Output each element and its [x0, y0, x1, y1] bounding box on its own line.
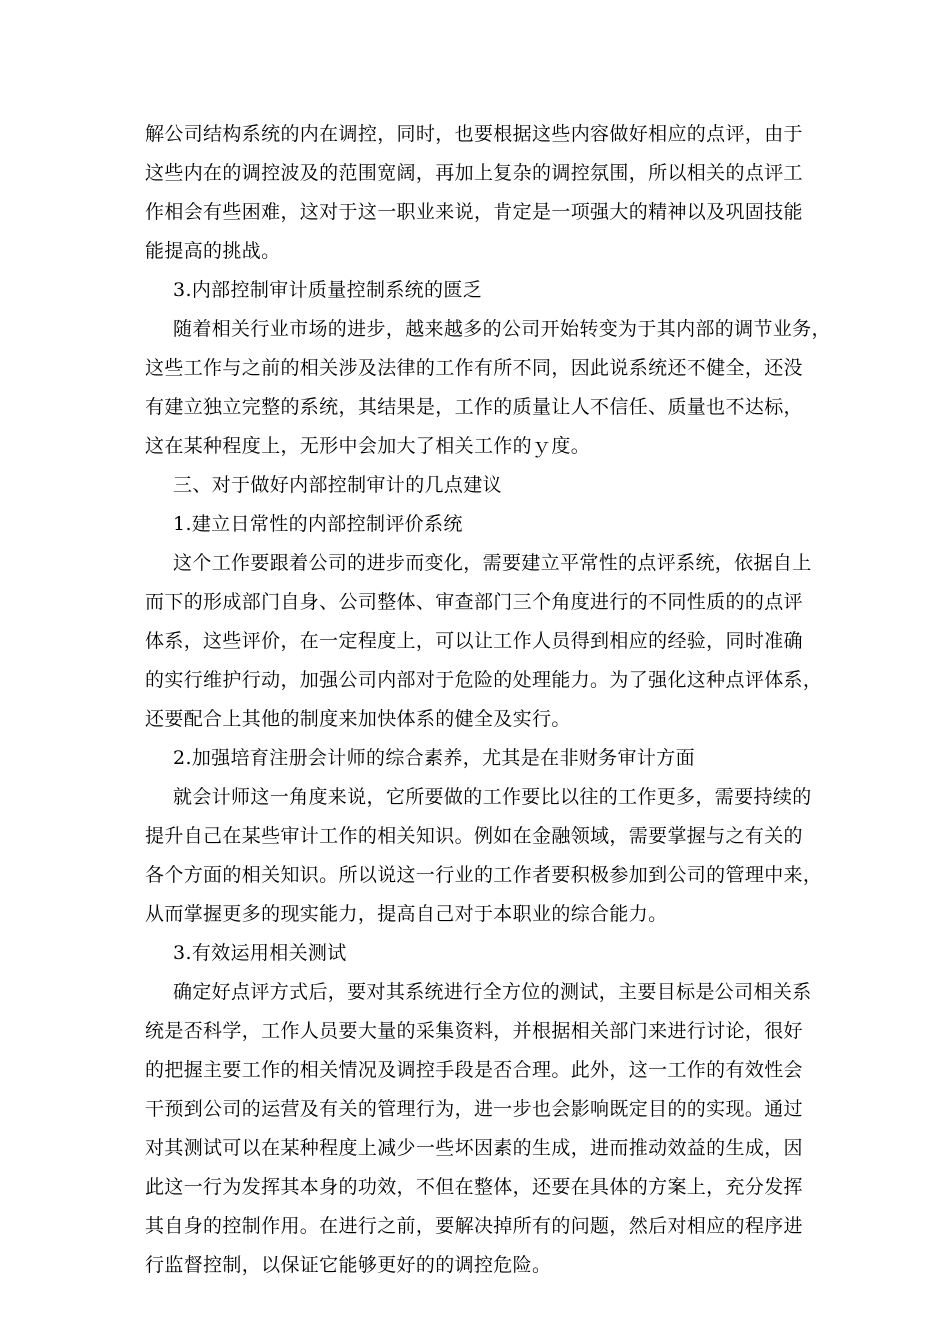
text-line: 这个工作要跟着公司的进步而变化，需要建立平常性的点评系统，依据自上 — [173, 552, 812, 574]
text-line: 作相会有些困难，这对于这一职业来说，肯定是一项强大的精神以及巩固技能 — [145, 201, 803, 223]
text-line: 有建立独立完整的系统，其结果是，工作的质量让人不信任、质量也不达标， — [145, 396, 803, 418]
text-line: 其自身的控制作用。在进行之前，要解决掉所有的问题，然后对相应的程序进 — [145, 1215, 803, 1237]
section-heading: 三、对于做好内部控制审计的几点建议 — [173, 474, 502, 496]
text-line: 各个方面的相关知识。所以说这一行业的工作者要积极参加到公司的管理中来， — [145, 864, 823, 886]
text-line: 的把握主要工作的相关情况及调控手段是否合理。此外，这一工作的有效性会 — [145, 1059, 803, 1081]
text-line: 统是否科学，工作人员要大量的采集资料，并根据相关部门来进行讨论，很好 — [145, 1020, 803, 1042]
text-line: 随着相关行业市场的进步，越来越多的公司开始转变为于其内部的调节业务， — [173, 318, 831, 340]
text-line: 提升自己在某些审计工作的相关知识。例如在金融领域，需要掌握与之有关的 — [145, 825, 803, 847]
section-heading: 1.建立日常性的内部控制评价系统 — [173, 513, 463, 535]
text-line: 干预到公司的运营及有关的管理行为，进一步也会影响既定目的的实现。通过 — [145, 1098, 803, 1120]
text-line: 解公司结构系统的内在调控，同时，也要根据这些内容做好相应的点评，由于 — [145, 123, 803, 145]
text-line: 而下的形成部门自身、公司整体、审查部门三个角度进行的不同性质的的点评 — [145, 591, 803, 613]
text-line: 这在某种程度上，无形中会加大了相关工作的ｙ度。 — [145, 435, 591, 457]
text-line: 从而掌握更多的现实能力，提高自己对于本职业的综合能力。 — [145, 903, 668, 925]
text-line: 此这一行为发挥其本身的功效，不但在整体，还要在具体的方案上，充分发挥 — [145, 1176, 803, 1198]
text-line: 这些内在的调控波及的范围宽阔，再加上复杂的调控氛围，所以相关的点评工 — [145, 162, 803, 184]
section-heading: 3.有效运用相关测试 — [173, 942, 347, 964]
text-line: 能提高的挑战。 — [145, 240, 281, 262]
text-line: 这些工作与之前的相关涉及法律的工作有所不同，因此说系统还不健全，还没 — [145, 357, 803, 379]
text-line: 确定好点评方式后，要对其系统进行全方位的测试，主要目标是公司相关系 — [173, 981, 812, 1003]
text-line: 的实行维护行动，加强公司内部对于危险的处理能力。为了强化这种点评体系， — [145, 669, 823, 691]
text-line: 对其测试可以在某种程度上减少一些坏因素的生成，进而推动效益的生成，因 — [145, 1137, 803, 1159]
section-heading: 3.内部控制审计质量控制系统的匮乏 — [173, 279, 483, 301]
text-line: 就会计师这一角度来说，它所要做的工作要比以往的工作更多，需要持续的 — [173, 786, 812, 808]
section-heading: 2.加强培育注册会计师的综合素养，尤其是在非财务审计方面 — [173, 747, 695, 769]
text-line: 行监督控制，以保证它能够更好的的调控危险。 — [145, 1254, 552, 1276]
text-line: 还要配合上其他的制度来加快体系的健全及实行。 — [145, 708, 571, 730]
text-line: 体系，这些评价，在一定程度上，可以让工作人员得到相应的经验，同时准确 — [145, 630, 803, 652]
